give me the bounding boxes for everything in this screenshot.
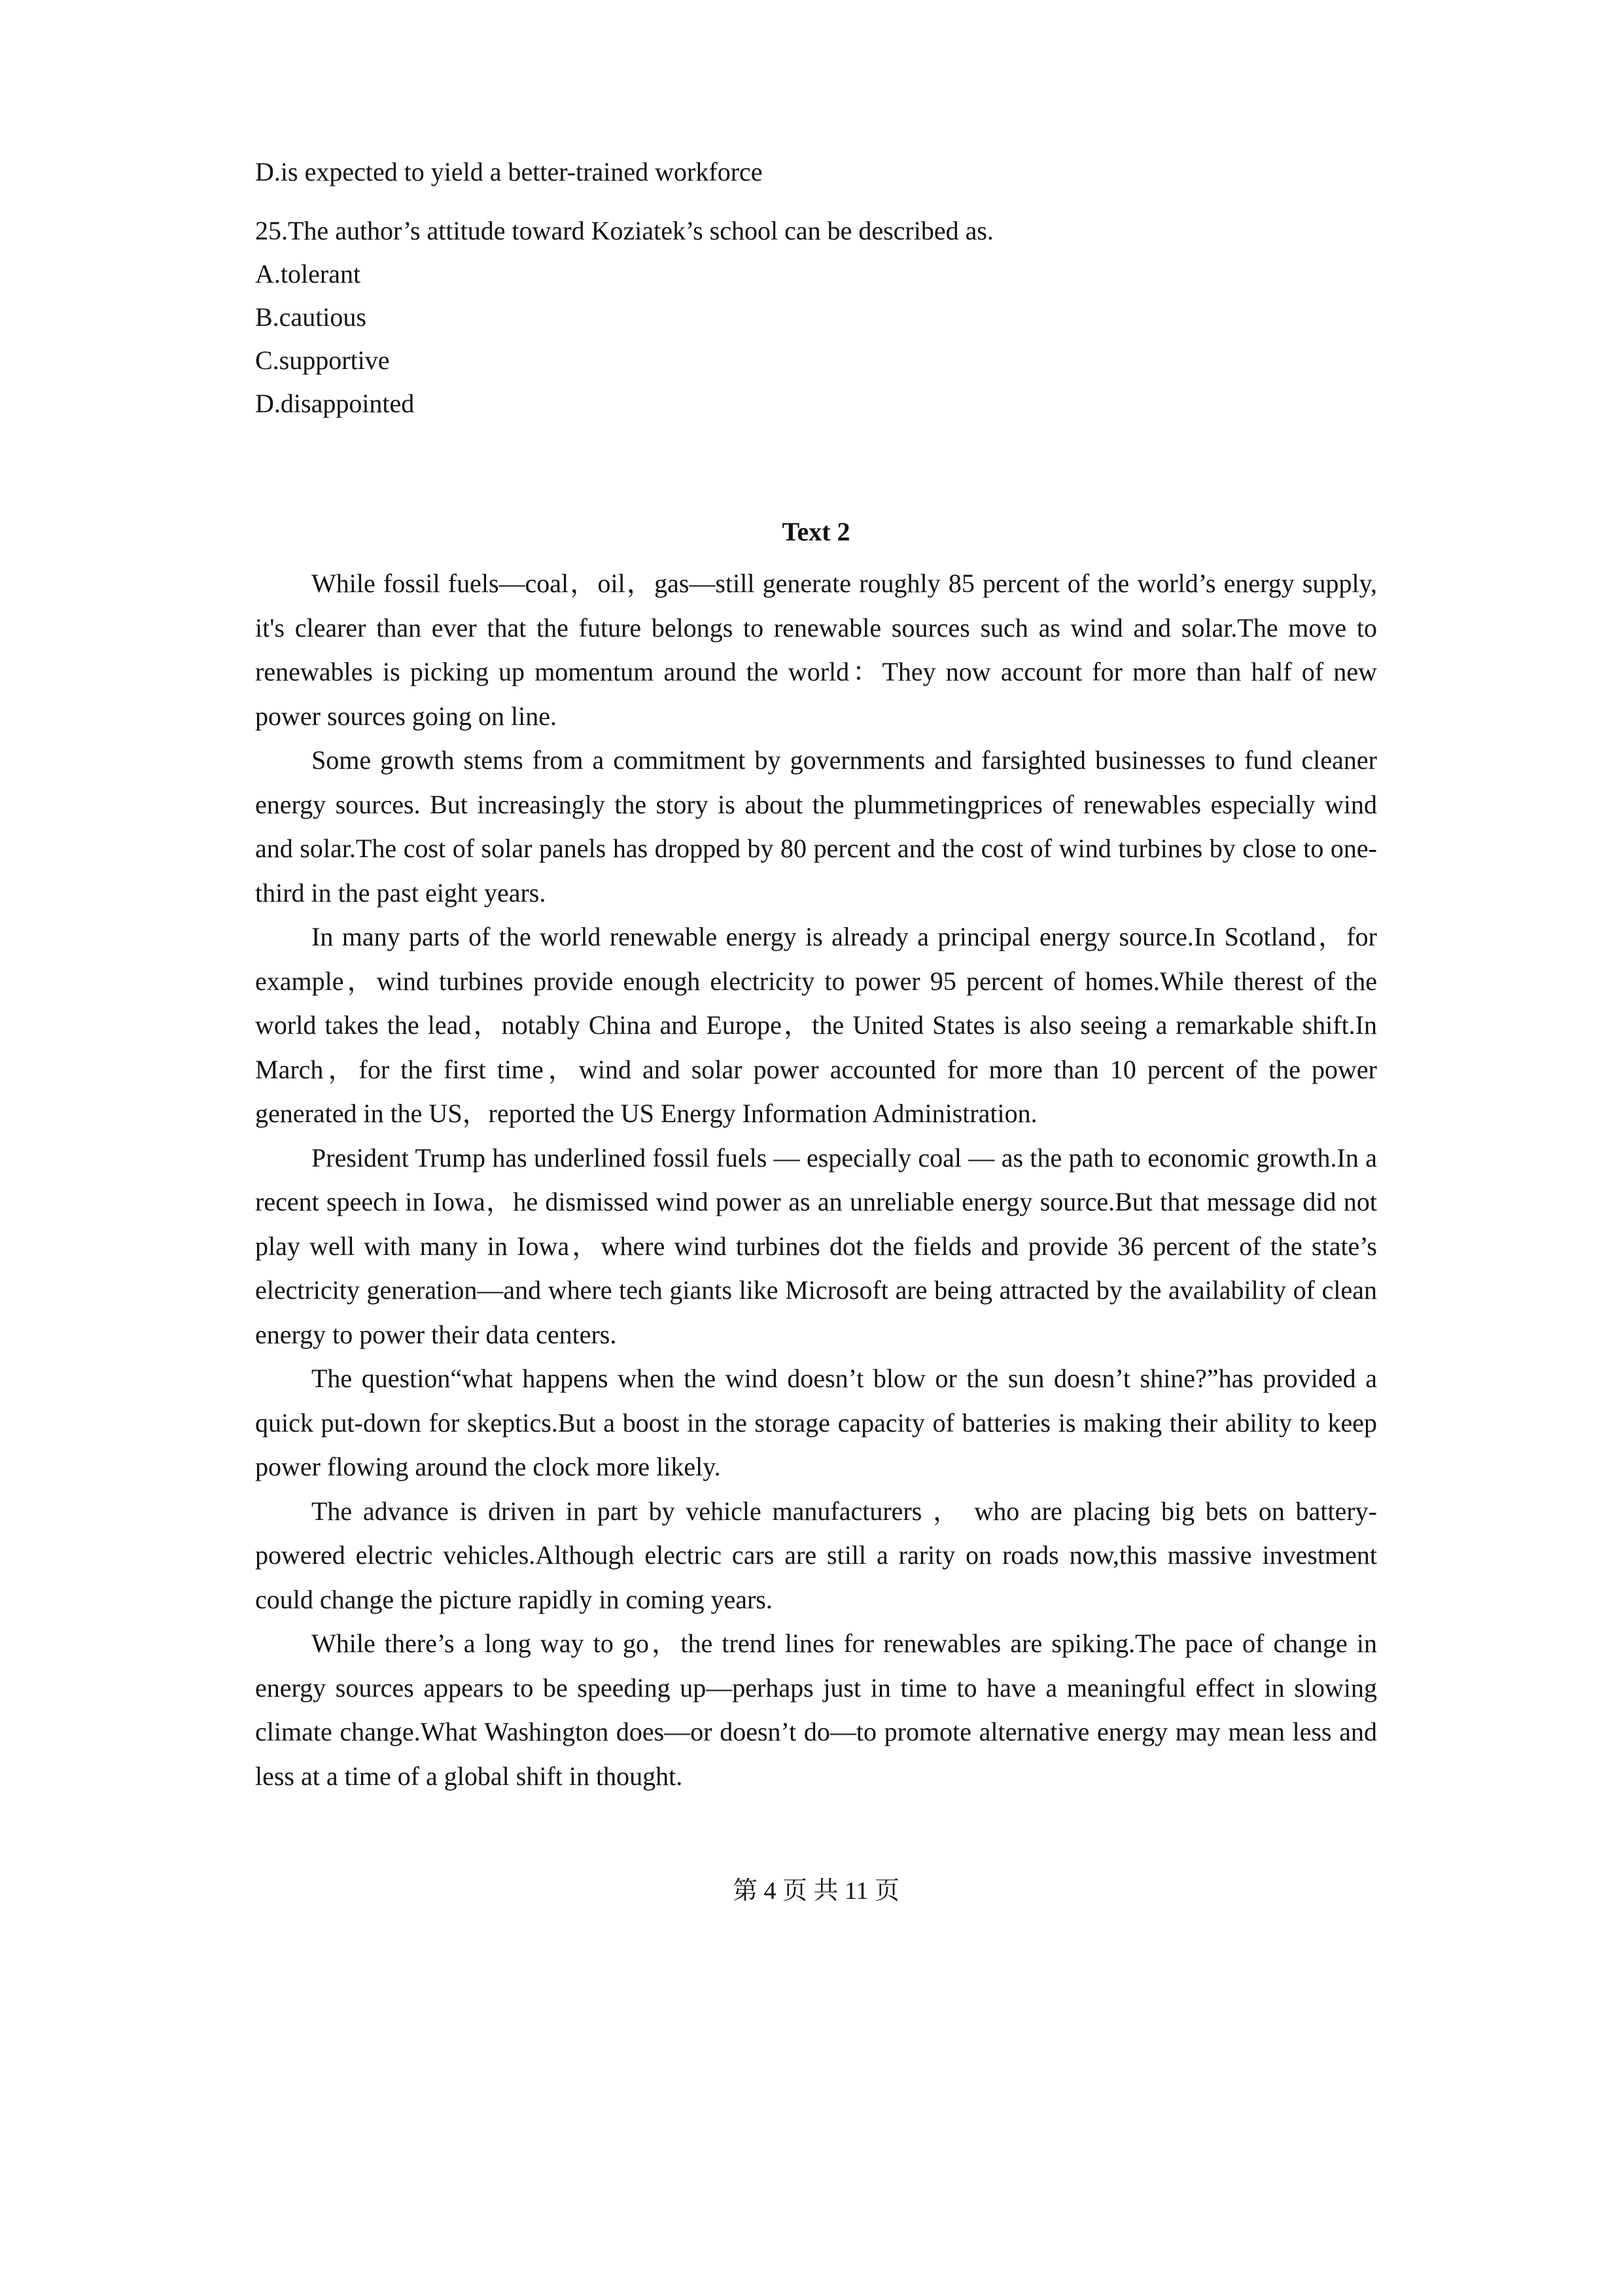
paragraph-2: Some growth stems from a commitment by governments and farsighted businesses to fund cleaner energy sources. But increasingly the story is about the plummetingprices of renewables especially wind and solar.The cost of solar panels has dropped by 80 percent and the cost of wind turbines by close to one-third in the past eight years. — [255, 745, 1377, 908]
paragraph-4: President Trump has underlined fossil fuels — especially coal — as the path to economic growth.In a recent speech in Iowa，he dismissed wind power as an unreliable energy source.But that message did not play well with many in Iowa，where wind turbines dot the fields and provide 36 percent of the state’s electricity generation—and where tech giants like Microsoft are being attracted by the availability of clean energy to power their data centers. — [255, 1142, 1377, 1349]
option-b: B.cautious — [255, 302, 366, 332]
paragraph-6: The advance is driven in part by vehicle manufacturers ， who are placing big bets on battery-powered electric vehicles.Although electric cars are still a rarity on roads now,this massive investment could change the picture rapidly in coming years. — [255, 1496, 1377, 1614]
page-number-footer: 第 4 页 共 11 页 — [732, 1877, 900, 1905]
option-d: D.disappointed — [255, 389, 415, 418]
option-c: C.supportive — [255, 345, 390, 375]
paragraph-7: While there’s a long way to go，the trend lines for renewables are spiking.The pace of change in energy sources appears to be speeding up—perhaps just in time to have a meaningful effect in slowing climate change.What Washington does—or doesn’t do—to promote alternative energy may mean less and less at a time of a global shift in thought. — [255, 1629, 1377, 1791]
question-25 — [255, 209, 994, 425]
passage-body — [255, 561, 1377, 1798]
option-a: A.tolerant — [255, 259, 361, 289]
paragraph-3: In many parts of the world renewable energy is already a principal energy source.In Scotland，for example，wind turbines provide enough electricity to power 95 percent of homes.While therest of the world takes the lead，notably China and Europe，the United States is also seeing a remarkable shift.In March，for the first time，wind and solar power accounted for more than 10 percent of the power generated in the US，reported the US Energy Information Administration. — [255, 922, 1377, 1128]
question-stem: 25.The author’s attitude toward Koziatek’s school can be described as. — [255, 216, 994, 245]
paragraph-1: While fossil fuels—coal，oil，gas—still generate roughly 85 percent of the world’s energy supply, it's clearer than ever that the future belongs to renewable sources such as wind and solar.The move to renewables is picking up momentum around the world：They now account for more than half of new power sources going on line. — [255, 569, 1377, 731]
previous-question-option-d: D.is expected to yield a better-trained workforce — [255, 157, 763, 186]
paragraph-5: The question“what happens when the wind doesn’t blow or the sun doesn’t shine?”has provided a quick put-down for skeptics.But a boost in the storage capacity of batteries is making their ability to keep power flowing around the clock more likely. — [255, 1364, 1377, 1481]
document-page — [255, 0, 1377, 2296]
section-title: Text 2 — [782, 517, 850, 546]
